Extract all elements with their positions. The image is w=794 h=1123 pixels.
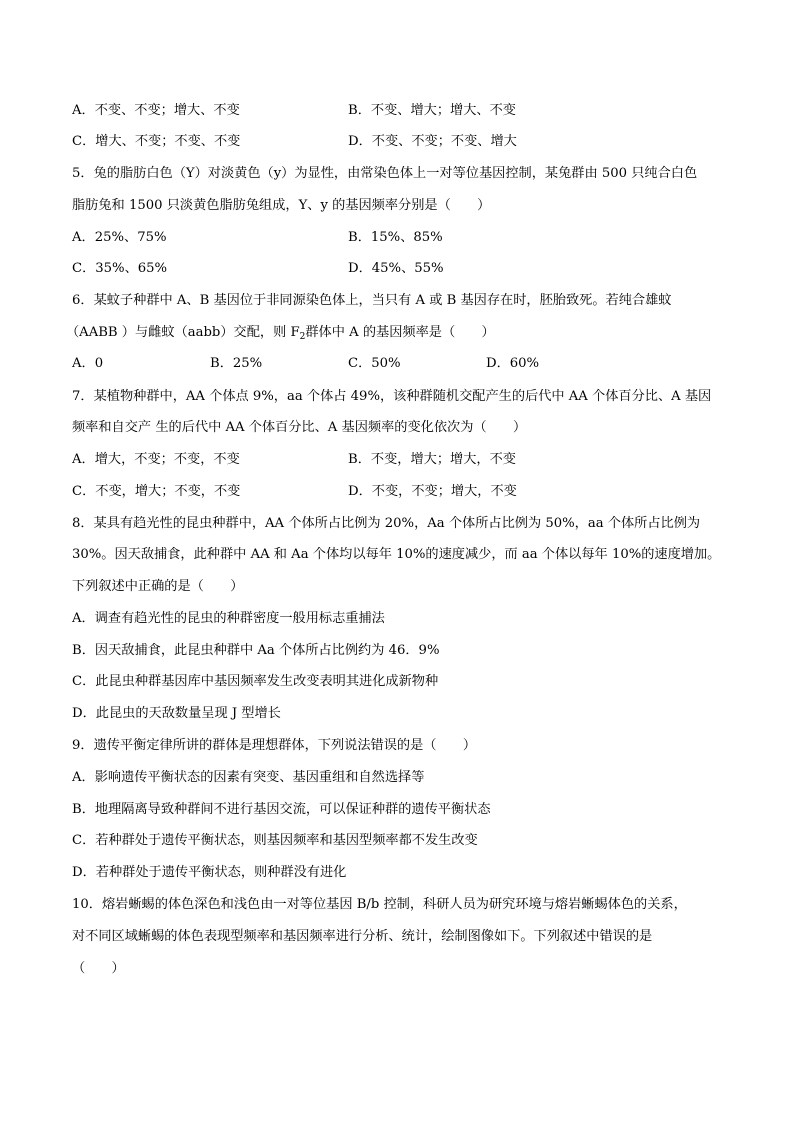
q7-option-b: B．不变，增大；增大，不变 <box>348 452 516 467</box>
q6-option-d: D．60% <box>486 356 540 371</box>
q8-stem-line-3: 下列叙述中正确的是（ ） <box>72 579 244 594</box>
q5-option-c: C．35%、65% <box>72 261 168 276</box>
q7-option-c: C．不变，增大；不变，不变 <box>72 484 241 499</box>
q6-option-b: B．25% <box>210 356 263 371</box>
q10-stem-line-2: 对不同区域蜥蜴的体色表现型频率和基因频率进行分析、统计，绘制图像如下。下列叙述中错误的是 <box>72 929 653 944</box>
q8-option-b: B．因天敌捕食，此昆虫种群中 Aa 个体所占比例约为 46．9% <box>72 643 440 658</box>
q6-option-a: A．0 <box>72 356 104 371</box>
q6-stem-line-1: 6．某蚊子种群中 A、B 基因位于非同源染色体上，当只有 A 或 B 基因存在时，胚胎致死。若纯合雄蚊 <box>72 293 672 308</box>
q6-stem-text: （AABB ）与雌蚊（aabb）交配，则 F <box>66 325 300 340</box>
q8-option-a: A．调查有趋光性的昆虫的种群密度一般用标志重捕法 <box>72 611 385 626</box>
q9-option-c: C．若种群处于遗传平衡状态，则基因频率和基因型频率都不发生改变 <box>72 833 478 848</box>
q5-stem-line-1: 5．兔的脂肪白色（Y）对淡黄色（y）为显性，由常染色体上一对等位基因控制，某兔群由 500 只纯合白色 <box>72 166 698 181</box>
q8-stem-line-1: 8．某具有趋光性的昆虫种群中，AA 个体所占比例为 20%，Aa 个体所占比例为 50%，aa 个体所占比例为 <box>72 516 701 531</box>
q6-stem-text-end: 群体中 A 的基因频率是（ ） <box>305 325 495 340</box>
q4-option-c: C．增大、不变；不变、不变 <box>72 134 241 149</box>
q6-option-c: C．50% <box>348 356 401 371</box>
q7-stem-line-2: 频率和自交产 生的后代中 AA 个体百分比、A 基因频率的变化依次为（ ） <box>72 420 527 435</box>
q9-option-a: A．影响遗传平衡状态的因素有突变、基因重组和自然选择等 <box>72 770 425 785</box>
q10-stem-line-3: （ ） <box>72 961 125 976</box>
q9-stem-line-1: 9．遗传平衡定律所讲的群体是理想群体，下列说法错误的是（ ） <box>72 738 477 753</box>
q7-option-d: D．不变，不变；增大，不变 <box>348 484 517 499</box>
q7-stem-line-1: 7．某植物种群中，AA 个体点 9%，aa 个体占 49%，该种群随机交配产生的后代中 AA 个体百分比、A 基因 <box>72 389 712 404</box>
q8-stem-line-2: 30%。因天敌捕食，此种群中 AA 和 Aa 个体均以每年 10%的速度减少，而 aa 个体以每年 10%的速度增加。 <box>72 547 721 562</box>
q5-option-a: A．25%、75% <box>72 230 167 245</box>
q5-option-b: B．15%、85% <box>348 230 443 245</box>
q10-stem-line-1: 10．熔岩蜥蜴的体色深色和浅色由一对等位基因 B/b 控制，科研人员为研究环境与熔岩蜥蜴体色的关系， <box>72 897 687 912</box>
q6-subscript: 2 <box>299 332 306 342</box>
q8-option-d: D．此昆虫的天敌数量呈现 J 型增长 <box>72 706 281 721</box>
q4-option-d: D．不变、不变；不变、增大 <box>348 134 517 149</box>
q4-option-a: A．不变、不变；增大、不变 <box>72 103 240 118</box>
q9-option-d: D．若种群处于遗传平衡状态，则种群没有进化 <box>72 865 347 880</box>
q4-option-b: B．不变、增大；增大、不变 <box>348 103 516 118</box>
q6-stem-line-2 <box>66 323 495 343</box>
q5-option-d: D．45%、55% <box>348 261 444 276</box>
q8-option-c: C．此昆虫种群基因库中基因频率发生改变表明其进化成新物种 <box>72 674 439 689</box>
q7-option-a: A．增大，不变；不变，不变 <box>72 452 240 467</box>
q9-option-b: B．地理隔离导致种群间不进行基因交流，可以保证种群的遗传平衡状态 <box>72 802 491 817</box>
q5-stem-line-2: 脂肪兔和 1500 只淡黄色脂肪兔组成，Y、y 的基因频率分别是（ ） <box>72 198 491 213</box>
